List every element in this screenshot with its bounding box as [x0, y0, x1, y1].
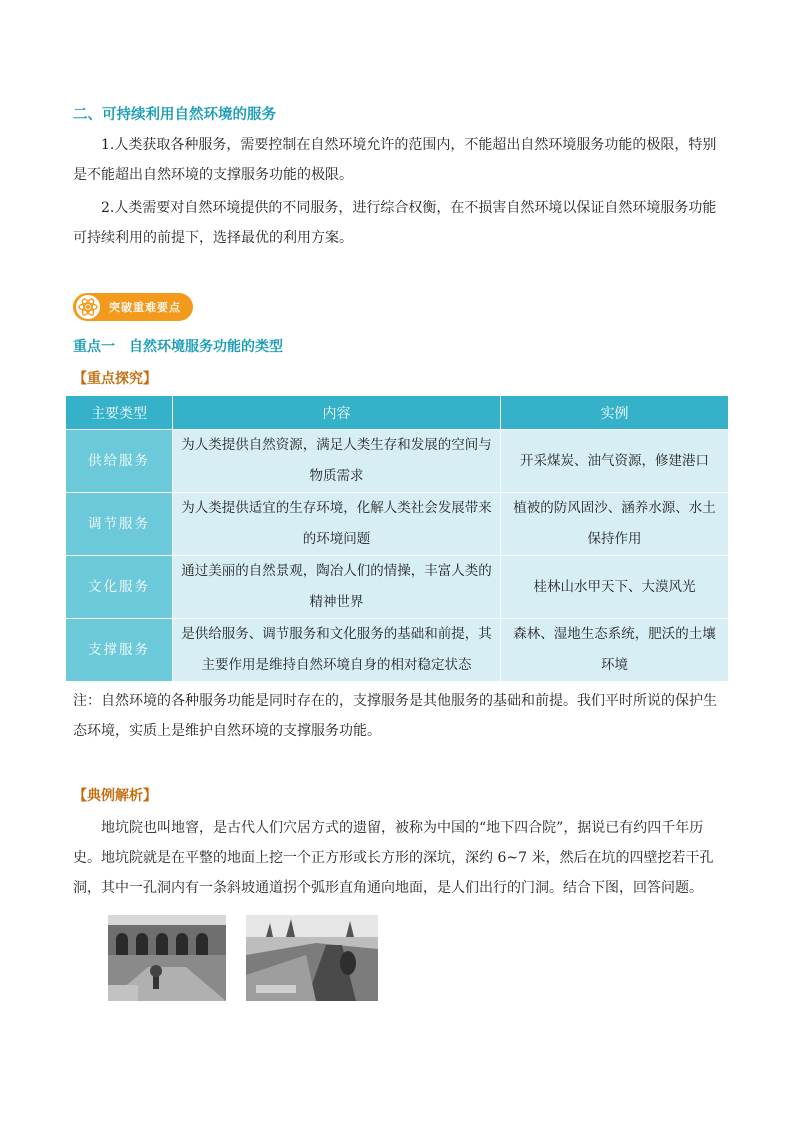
table-row: [66, 556, 729, 619]
paragraph-2: 2.人类需要对自然环境提供的不同服务，进行综合权衡，在不损害自然环境以保证自然环境服务功能可持续利用的前提下，选择最优的利用方案。: [73, 200, 717, 246]
row-type: 支撑服务: [66, 619, 173, 682]
row-type: 供给服务: [66, 430, 173, 493]
table-row: [66, 430, 729, 493]
entrance-passage-photo: [246, 915, 378, 1001]
table-header-row: [66, 396, 729, 430]
table-row: [66, 619, 729, 682]
row-type: 文化服务: [66, 556, 173, 619]
key-points-badge: [73, 293, 193, 321]
row-example: 桂林山水甲天下、大漠风光: [501, 556, 729, 619]
row-example: 森林、湿地生态系统，肥沃的土壤环境: [501, 619, 729, 682]
row-type: 调节服务: [66, 493, 173, 556]
row-content: 通过美丽的自然景观，陶冶人们的情操，丰富人类的精神世界: [173, 556, 501, 619]
table-row: [66, 493, 729, 556]
row-content: 是供给服务、调节服务和文化服务的基础和前提，其主要作用是维持自然环境自身的相对稳定状态: [173, 619, 501, 682]
row-content: 为人类提供自然资源，满足人类生存和发展的空间与物质需求: [173, 430, 501, 493]
badge-label: 突破重难要点: [109, 301, 181, 314]
header-type: 主要类型: [66, 396, 173, 430]
atom-icon: [76, 295, 100, 319]
row-content: 为人类提供适宜的生存环境，化解人类社会发展带来的环境问题: [173, 493, 501, 556]
header-content: 内容: [173, 396, 501, 430]
header-example: 实例: [501, 396, 729, 430]
service-types-table: [65, 395, 729, 682]
paragraph-1: 1.人类获取各种服务，需要控制在自然环境允许的范围内，不能超出自然环境服务功能的极限，特别是不能超出自然环境的支撑服务功能的极限。: [73, 137, 717, 183]
example-heading: 【典例解析】: [73, 788, 157, 804]
row-example: 植被的防风固沙、涵养水源、水土保持作用: [501, 493, 729, 556]
table-note: 注：自然环境的各种服务功能是同时存在的，支撑服务是其他服务的基础和前提。我们平时所说的保护生态环境，实质上是维护自然环境的支撑服务功能。: [73, 693, 717, 739]
cave-courtyard-photo: [108, 915, 226, 1001]
row-example: 开采煤炭、油气资源，修建港口: [501, 430, 729, 493]
focus-point-title: 重点一 自然环境服务功能的类型: [73, 339, 283, 355]
example-paragraph: 地坑院也叫地窨，是古代人们穴居方式的遗留，被称为中国的“地下四合院”，据说已有约四千年历史。地坑院就是在平整的地面上挖一个正方形或长方形的深坑，深约 6~7 米，然后在坑的四壁挖若干孔洞，其中一孔洞内有一条斜坡通道拐个弧形直角通向地面，是人们出行的门洞。结合下图，回答问题。: [73, 820, 714, 896]
section-heading: 二、可持续利用自然环境的服务: [73, 107, 276, 123]
explore-label: 【重点探究】: [73, 371, 157, 387]
